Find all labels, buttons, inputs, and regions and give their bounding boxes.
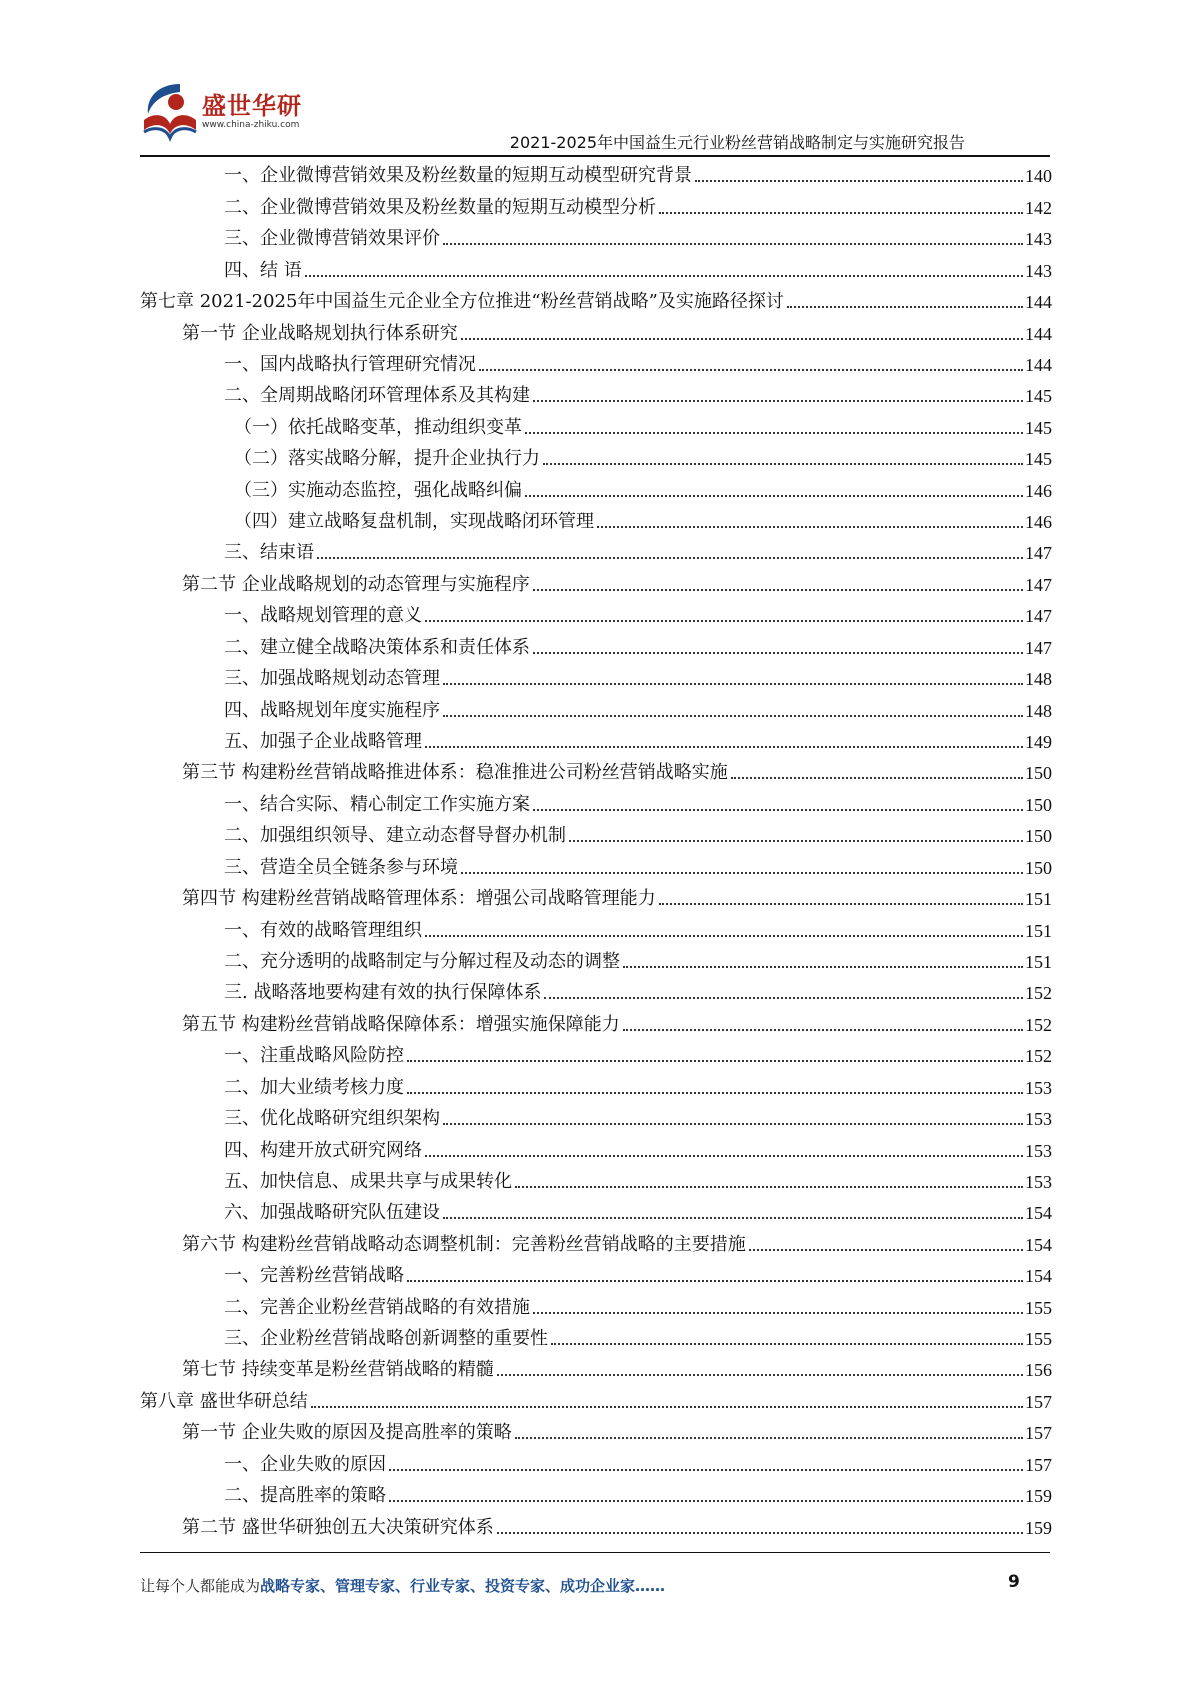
toc-entry-title: 二、建立健全战略决策体系和责任体系 (224, 636, 530, 658)
toc-entry[interactable] (140, 441, 1052, 472)
toc-dot-leader (533, 589, 1023, 591)
toc-dot-leader (305, 275, 1023, 277)
toc-entry[interactable] (140, 598, 1052, 629)
toc-dot-leader (317, 557, 1023, 559)
toc-entry[interactable] (140, 881, 1052, 912)
toc-entry-page: 154 (1025, 1266, 1052, 1287)
toc-entry-title: （三）实施动态监控，强化战略纠偏 (234, 479, 522, 501)
toc-entry-title: 二、企业微博营销效果及粉丝数量的短期互动模型分析 (224, 196, 656, 218)
toc-entry[interactable] (140, 724, 1052, 755)
toc-dot-leader (425, 935, 1023, 937)
brand-logo (140, 80, 310, 150)
toc-dot-leader (623, 966, 1023, 968)
toc-entry[interactable] (140, 347, 1052, 378)
toc-entry[interactable] (140, 1164, 1052, 1195)
toc-entry-title: 三. 战略落地要构建有效的执行保障体系 (224, 982, 542, 1004)
toc-entry-page: 153 (1025, 1109, 1052, 1130)
toc-dot-leader (597, 526, 1023, 528)
toc-entry-title: 第二节 企业战略规划的动态管理与实施程序 (182, 573, 530, 595)
toc-entry-page: 152 (1025, 983, 1052, 1004)
toc-dot-leader (443, 683, 1023, 685)
toc-entry[interactable] (140, 315, 1052, 346)
toc-entry[interactable] (140, 1478, 1052, 1509)
toc-entry-title: 一、有效的战略管理组织 (224, 919, 422, 941)
toc-entry-title: 三、加强战略规划动态管理 (224, 668, 440, 690)
toc-entry-title: 第六节 构建粉丝营销战略动态调整机制：完善粉丝营销战略的主要措施 (182, 1233, 746, 1255)
toc-entry[interactable] (140, 378, 1052, 409)
footer-slogan (140, 1575, 665, 1596)
toc-entry-title: 二、充分透明的战略制定与分解过程及动态的调整 (224, 950, 620, 972)
toc-entry[interactable] (140, 221, 1052, 252)
toc-entry[interactable] (140, 944, 1052, 975)
toc-entry-page: 147 (1025, 637, 1052, 658)
toc-dot-leader (787, 306, 1023, 308)
toc-dot-leader (407, 1280, 1023, 1282)
toc-entry-title: 一、企业微博营销效果及粉丝数量的短期互动模型研究背景 (224, 165, 692, 187)
toc-entry-title: 五、加强子企业战略管理 (224, 731, 422, 753)
toc-entry-page: 142 (1025, 197, 1052, 218)
toc-entry-page: 155 (1025, 1329, 1052, 1350)
toc-entry[interactable] (140, 755, 1052, 786)
toc-dot-leader (533, 652, 1023, 654)
toc-dot-leader (425, 1155, 1023, 1157)
toc-entry-title: 二、加强组织领导、建立动态督导督办机制 (224, 825, 566, 847)
toc-entry-page: 146 (1025, 512, 1052, 533)
toc-entry-page: 144 (1025, 292, 1052, 313)
toc-entry-title: 第一节 企业失败的原因及提高胜率的策略 (182, 1422, 512, 1444)
toc-entry-page: 150 (1025, 763, 1052, 784)
toc-entry-page: 149 (1025, 732, 1052, 753)
toc-entry[interactable] (140, 912, 1052, 943)
toc-entry-page: 148 (1025, 700, 1052, 721)
toc-entry-page: 147 (1025, 543, 1052, 564)
toc-entry[interactable] (140, 1321, 1052, 1352)
toc-entry-page: 151 (1025, 920, 1052, 941)
toc-entry-title: 二、全周期战略闭环管理体系及其构建 (224, 385, 530, 407)
toc-entry-page: 152 (1025, 1014, 1052, 1035)
toc-dot-leader (749, 1249, 1023, 1251)
toc-entry-title: 一、企业失败的原因 (224, 1453, 386, 1475)
toc-entry-page: 151 (1025, 889, 1052, 910)
table-of-contents (140, 158, 1052, 1541)
toc-dot-leader (533, 400, 1023, 402)
toc-entry-title: 一、结合实际、精心制定工作实施方案 (224, 793, 530, 815)
toc-entry-title: 第一节 企业战略规划执行体系研究 (182, 322, 458, 344)
toc-entry-page: 140 (1025, 166, 1052, 187)
toc-entry[interactable] (140, 975, 1052, 1006)
toc-entry[interactable] (140, 1101, 1052, 1132)
toc-entry-title: 二、完善企业粉丝营销战略的有效措施 (224, 1296, 530, 1318)
toc-dot-leader (659, 212, 1023, 214)
toc-dot-leader (497, 1374, 1023, 1376)
header-divider (140, 155, 1050, 157)
toc-entry[interactable] (140, 629, 1052, 660)
toc-entry-page: 145 (1025, 449, 1052, 470)
toc-entry[interactable] (140, 1069, 1052, 1100)
toc-dot-leader (443, 243, 1023, 245)
toc-entry-page: 152 (1025, 1046, 1052, 1067)
toc-dot-leader (461, 338, 1023, 340)
toc-entry-page: 143 (1025, 260, 1052, 281)
slogan-highlight: 战略专家、管理专家、行业专家、投资专家、成功企业家…… (260, 1577, 666, 1595)
logo-url: www.china-zhiku.com (202, 120, 300, 130)
toc-entry-title: 三、营造全员全链条参与环境 (224, 856, 458, 878)
toc-dot-leader (623, 1029, 1023, 1031)
toc-entry[interactable] (140, 472, 1052, 503)
toc-entry-title: 一、战略规划管理的意义 (224, 605, 422, 627)
toc-entry-title: 四、战略规划年度实施程序 (224, 699, 440, 721)
toc-entry-page: 150 (1025, 857, 1052, 878)
toc-entry[interactable] (140, 1038, 1052, 1069)
toc-entry[interactable] (140, 786, 1052, 817)
toc-entry-page: 157 (1025, 1391, 1052, 1412)
toc-entry-title: 三、企业粉丝营销战略创新调整的重要性 (224, 1328, 548, 1350)
toc-entry[interactable] (140, 661, 1052, 692)
toc-entry-title: 二、提高胜率的策略 (224, 1485, 386, 1507)
toc-entry-title: 一、注重战略风险防控 (224, 1045, 404, 1067)
toc-entry-title: 三、优化战略研究组织架构 (224, 1108, 440, 1130)
toc-dot-leader (659, 903, 1023, 905)
toc-entry-title: 四、构建开放式研究网络 (224, 1139, 422, 1161)
toc-dot-leader (425, 746, 1023, 748)
toc-entry-page: 153 (1025, 1140, 1052, 1161)
toc-entry[interactable] (140, 1006, 1052, 1037)
toc-dot-leader (543, 463, 1023, 465)
toc-entry-title: 四、结 语 (224, 259, 302, 281)
page-number: 9 (1008, 1572, 1020, 1592)
toc-entry-title: 三、企业微博营销效果评价 (224, 228, 440, 250)
toc-entry[interactable] (140, 1195, 1052, 1226)
toc-dot-leader (407, 1060, 1023, 1062)
toc-entry-page: 144 (1025, 323, 1052, 344)
toc-entry-title: （一）依托战略变革，推动组织变革 (234, 416, 522, 438)
toc-entry[interactable] (140, 849, 1052, 880)
toc-entry-page: 151 (1025, 951, 1052, 972)
logo-text: 盛世华研 (202, 92, 302, 120)
toc-entry-title: 二、加大业绩考核力度 (224, 1076, 404, 1098)
toc-entry-title: 三、结束语 (224, 542, 314, 564)
footer-divider (140, 1552, 1050, 1553)
toc-dot-leader (389, 1469, 1023, 1471)
toc-entry-title: 第三节 构建粉丝营销战略推进体系：稳准推进公司粉丝营销战略实施 (182, 762, 728, 784)
toc-entry-title: 第五节 构建粉丝营销战略保障体系：增强实施保障能力 (182, 1013, 620, 1035)
toc-entry-page: 150 (1025, 794, 1052, 815)
toc-entry[interactable] (140, 1415, 1052, 1446)
slogan-lead: 让每个人都能成为 (140, 1577, 261, 1595)
toc-entry[interactable] (140, 1132, 1052, 1163)
toc-dot-leader (731, 777, 1023, 779)
toc-entry[interactable] (140, 1352, 1052, 1383)
toc-entry[interactable] (140, 535, 1052, 566)
toc-entry-title: 第八章 盛世华研总结 (140, 1390, 308, 1412)
toc-entry-page: 147 (1025, 574, 1052, 595)
toc-entry[interactable] (140, 1509, 1052, 1540)
toc-entry-page: 153 (1025, 1171, 1052, 1192)
toc-entry[interactable] (140, 1226, 1052, 1257)
toc-dot-leader (479, 369, 1023, 371)
toc-entry-title: 第七章 2021-2025年中国益生元企业全方位推进“粉丝营销战略”及实施路径探讨 (140, 291, 784, 313)
toc-dot-leader (311, 1406, 1023, 1408)
report-title: 2021-2025年中国益生元行业粉丝营销战略制定与实施研究报告 (509, 133, 965, 152)
toc-entry-page: 157 (1025, 1454, 1052, 1475)
toc-entry[interactable] (140, 566, 1052, 597)
toc-entry[interactable] (140, 409, 1052, 440)
toc-entry-title: 第七节 持续变革是粉丝营销战略的精髓 (182, 1359, 494, 1381)
toc-dot-leader (443, 1217, 1023, 1219)
toc-entry[interactable] (140, 284, 1052, 315)
toc-entry-page: 156 (1025, 1360, 1052, 1381)
toc-entry-title: （四）建立战略复盘机制，实现战略闭环管理 (234, 511, 594, 533)
toc-entry-page: 144 (1025, 354, 1052, 375)
toc-entry-page: 153 (1025, 1077, 1052, 1098)
toc-entry-page: 143 (1025, 229, 1052, 250)
toc-entry[interactable] (140, 1258, 1052, 1289)
toc-entry-page: 159 (1025, 1517, 1052, 1538)
toc-dot-leader (551, 1343, 1023, 1345)
toc-dot-leader (443, 1123, 1023, 1125)
toc-entry-page: 157 (1025, 1423, 1052, 1444)
toc-dot-leader (525, 495, 1023, 497)
toc-entry-page: 145 (1025, 417, 1052, 438)
toc-entry-title: （二）落实战略分解，提升企业执行力 (234, 448, 540, 470)
toc-entry-page: 146 (1025, 480, 1052, 501)
toc-entry-page: 150 (1025, 826, 1052, 847)
toc-entry[interactable] (140, 818, 1052, 849)
toc-dot-leader (525, 432, 1023, 434)
toc-dot-leader (389, 1500, 1023, 1502)
toc-entry-page: 154 (1025, 1234, 1052, 1255)
toc-entry-page: 154 (1025, 1203, 1052, 1224)
toc-entry[interactable] (140, 252, 1052, 283)
page-header (0, 0, 1191, 160)
toc-entry-title: 五、加快信息、成果共享与成果转化 (224, 1170, 512, 1192)
toc-entry[interactable] (140, 1289, 1052, 1320)
toc-entry-page: 159 (1025, 1486, 1052, 1507)
toc-entry-page: 145 (1025, 386, 1052, 407)
toc-dot-leader (515, 1437, 1023, 1439)
toc-dot-leader (497, 1532, 1023, 1534)
toc-entry[interactable] (140, 692, 1052, 723)
toc-dot-leader (695, 180, 1023, 182)
toc-dot-leader (544, 997, 1023, 999)
toc-entry-page: 155 (1025, 1297, 1052, 1318)
toc-dot-leader (533, 809, 1023, 811)
toc-entry[interactable] (140, 504, 1052, 535)
toc-entry[interactable] (140, 1446, 1052, 1477)
toc-entry[interactable] (140, 1383, 1052, 1414)
toc-dot-leader (515, 1186, 1023, 1188)
toc-dot-leader (425, 620, 1023, 622)
toc-entry-title: 第二节 盛世华研独创五大决策研究体系 (182, 1516, 494, 1538)
toc-dot-leader (569, 840, 1023, 842)
toc-entry-title: 第四节 构建粉丝营销战略管理体系：增强公司战略管理能力 (182, 888, 656, 910)
book-swoosh-logo-icon (140, 80, 200, 142)
toc-dot-leader (533, 1312, 1023, 1314)
toc-dot-leader (443, 715, 1023, 717)
toc-entry-title: 一、国内战略执行管理研究情况 (224, 353, 476, 375)
toc-entry[interactable] (140, 158, 1052, 189)
toc-entry[interactable] (140, 189, 1052, 220)
toc-entry-page: 148 (1025, 669, 1052, 690)
toc-dot-leader (407, 1092, 1023, 1094)
toc-entry-title: 六、加强战略研究队伍建设 (224, 1202, 440, 1224)
toc-entry-title: 一、完善粉丝营销战略 (224, 1265, 404, 1287)
toc-dot-leader (461, 872, 1023, 874)
toc-entry-page: 147 (1025, 606, 1052, 627)
